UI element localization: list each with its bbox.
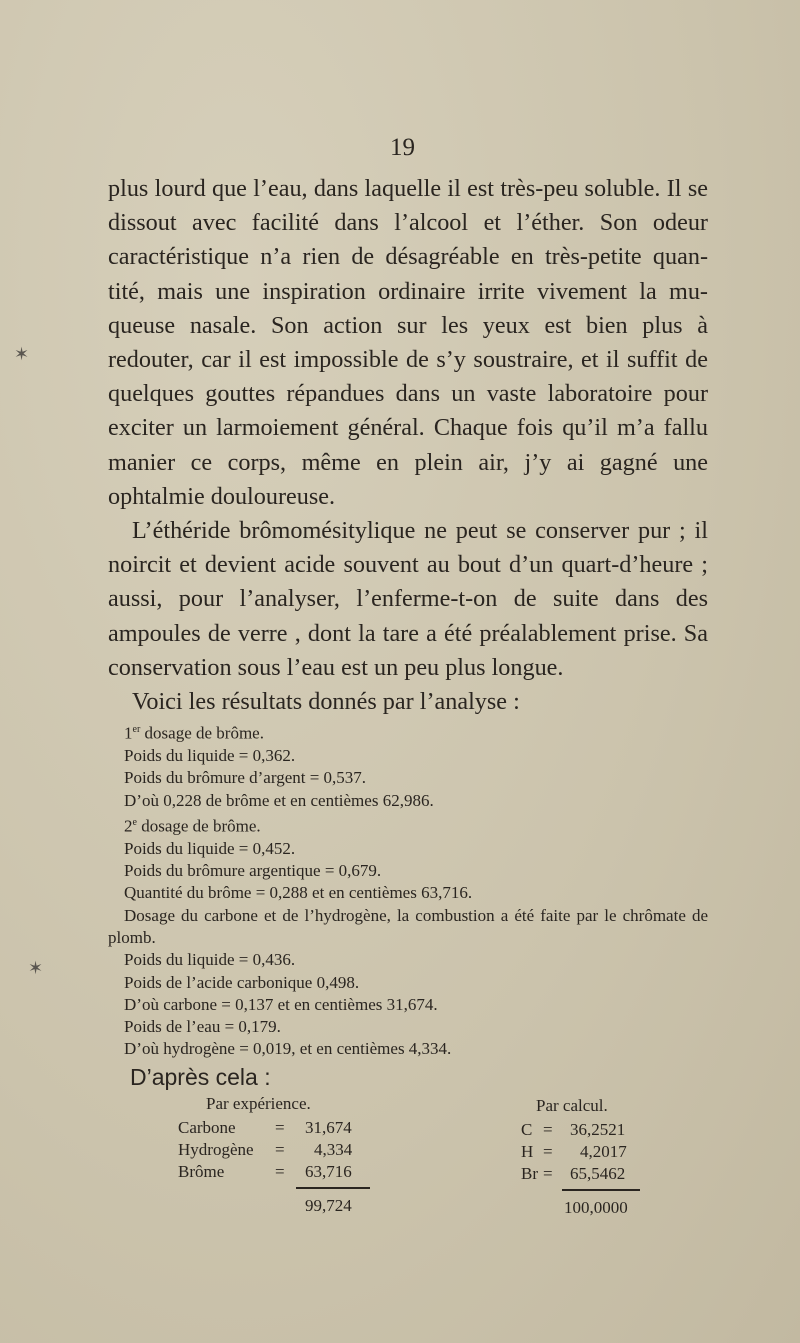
analysis-line: D’où carbone = 0,137 et en centièmes 31,674.	[124, 994, 438, 1014]
experience-eq: =	[275, 1118, 285, 1137]
experience-sum-rule	[296, 1187, 370, 1189]
experience-label: Hydrogène	[178, 1140, 254, 1159]
analysis-line: Poids du brômure d’argent = 0,537.	[124, 768, 367, 788]
conclusion-heading: D’après cela :	[130, 1064, 271, 1090]
margin-mark-icon: ✶	[28, 958, 44, 979]
calcul-value: 36,2521	[570, 1120, 626, 1139]
experience-label: Carbone	[178, 1118, 236, 1137]
analysis-line: Poids de l’acide carbonique 0,498.	[124, 972, 360, 992]
experience-value: 31,674	[305, 1118, 352, 1137]
paragraph-odeur: plus lourd que l’eau, dans laquelle il est très-peu soluble. Il se dissout avec facilité dans l’alcool et l’éther. Son odeur caractéristique n’a rien de désagréable en très-petite quan-tité, mais une inspiration ordinaire irrite vivement la mu-queuse nasale. Son action sur les yeux est bien plus à redouter, car il est impossible de s’y soustraire, et il suffit de quelques gouttes répandues dans un vaste laboratoire pour exciter un larmoiement général. Chaque fois qu’il m’a fallu manier ce corps, même en plein air, j’y ai gagné une ophtalmie douloureuse.	[108, 175, 708, 510]
calcul-total: 100,0000	[564, 1198, 628, 1217]
experience-eq: =	[275, 1162, 285, 1181]
analysis-line: Poids du liquide = 0,452.	[124, 838, 296, 858]
experience-header: Par expérience.	[206, 1094, 311, 1113]
analysis-line: D’où hydrogène = 0,019, et en centièmes 4,334.	[124, 1039, 452, 1059]
paragraph-voici: Voici les résultats donnés par l’analyse :	[132, 688, 520, 716]
calcul-label: Br	[521, 1164, 538, 1183]
analysis-line: Poids de l’eau = 0,179.	[124, 1017, 281, 1037]
carbon-dosage-paragraph: Dosage du carbone et de l’hydrogène, la combustion a été faite par le chrômate de plomb.	[108, 905, 708, 947]
margin-mark-icon: ✶	[14, 344, 30, 365]
page-number: 19	[390, 134, 415, 161]
paragraph-conservation: L’éthéride brômomésitylique ne peut se conserver pur ; il noircit et devient acide souvent au bout d’un quart-d’heure ; aussi, pour l’analyser, l’enferme-t-on de suite dans des ampoules de verre , dont la tare a été préalablement prise. Sa conservation sous l’eau est un peu plus longue.	[108, 517, 708, 681]
analysis-results	[108, 719, 708, 1061]
calcul-eq: =	[543, 1120, 553, 1139]
calcul-sum-rule	[562, 1189, 640, 1191]
analysis-line: Poids du liquide = 0,362.	[124, 745, 296, 765]
analysis-line: D’où 0,228 de brôme et en centièmes 62,986.	[124, 790, 434, 810]
calcul-value: 4,2017	[580, 1142, 627, 1161]
experience-value: 4,334	[314, 1140, 353, 1159]
calcul-eq: =	[543, 1142, 553, 1161]
calcul-label: H	[521, 1142, 534, 1161]
experience-value: 63,716	[305, 1162, 352, 1181]
analysis-line: Poids du brômure argentique = 0,679.	[124, 861, 382, 881]
analysis-line: Poids du liquide = 0,436.	[124, 950, 296, 970]
calcul-label: C	[521, 1120, 533, 1139]
main-text	[108, 172, 708, 719]
calcul-eq: =	[543, 1164, 553, 1183]
experience-label: Brôme	[178, 1162, 225, 1181]
experience-eq: =	[275, 1140, 285, 1159]
second-dosage-heading: 2e dosage de brôme.	[124, 816, 261, 836]
calcul-header: Par calcul.	[536, 1096, 608, 1115]
experience-total: 99,724	[305, 1196, 352, 1215]
calcul-value: 65,5462	[570, 1164, 626, 1183]
first-dosage-heading: 1er dosage de brôme.	[124, 723, 264, 743]
analysis-line: Quantité du brôme = 0,288 et en centièmes 63,716.	[124, 883, 473, 903]
